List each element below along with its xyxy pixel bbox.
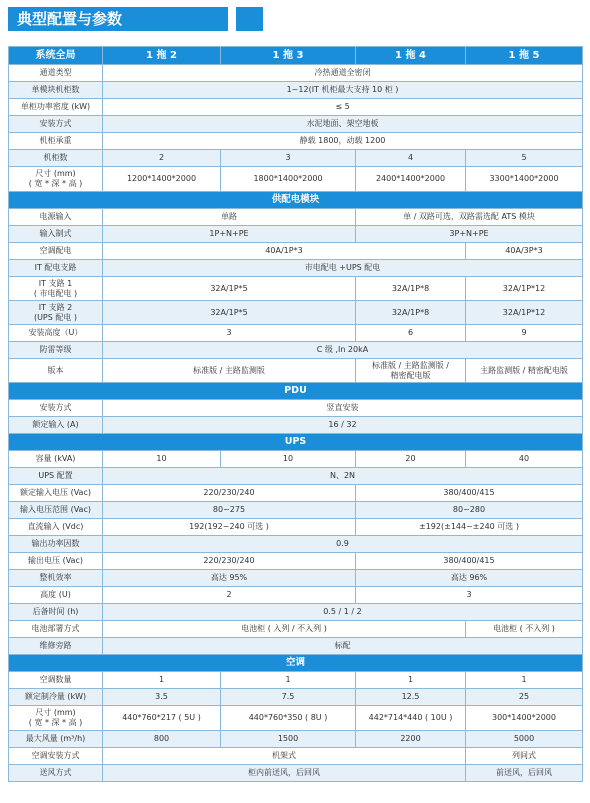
- table-cell: 1500: [221, 731, 356, 748]
- spec-table: [8, 46, 583, 782]
- table-cell: 3: [356, 587, 583, 604]
- table-cell: 前送风，后回风: [466, 765, 583, 782]
- table-cell: 机架式: [103, 748, 466, 765]
- table-row: [9, 485, 583, 502]
- row-label: 安装方式: [9, 116, 103, 133]
- table-cell: N、2N: [103, 468, 583, 485]
- table-row: [9, 260, 583, 277]
- table-cell: 水泥地面、架空地板: [103, 116, 583, 133]
- table-cell: ≤ 5: [103, 99, 583, 116]
- table-cell: 电池柜 ( 不入列 ): [466, 621, 583, 638]
- header-cell: 1 拖 2: [103, 47, 221, 65]
- table-row: [9, 672, 583, 689]
- table-cell: 5000: [466, 731, 583, 748]
- table-cell: 柜内前送风，后回风: [103, 765, 466, 782]
- table-cell: 2400*1400*2000: [356, 167, 466, 192]
- table-cell: 竖直安装: [103, 400, 583, 417]
- table-cell: 7.5: [221, 689, 356, 706]
- table-cell: 40: [466, 451, 583, 468]
- row-label: [9, 167, 103, 192]
- table-row: [9, 359, 583, 383]
- table-row: [9, 116, 583, 133]
- cell-line: 精密配电版: [390, 370, 431, 380]
- table-row: [9, 570, 583, 587]
- table-cell: 32A/1P*12: [466, 301, 583, 325]
- page-title: 典型配置与参数: [17, 10, 123, 28]
- table-cell: 1: [221, 672, 356, 689]
- row-label: 防雷等级: [9, 342, 103, 359]
- table-row: [9, 209, 583, 226]
- table-cell: 32A/1P*5: [103, 301, 356, 325]
- table-row: [9, 325, 583, 342]
- section-header-pdu: [9, 383, 583, 400]
- table-cell: 0.9: [103, 536, 583, 553]
- table-cell: 3: [103, 325, 356, 342]
- label-line: IT 支路 1: [38, 278, 73, 288]
- table-row: [9, 417, 583, 434]
- table-row: [9, 82, 583, 99]
- row-label: 额定输入电压 (Vac): [9, 485, 103, 502]
- table-row: [9, 604, 583, 621]
- table-row: [9, 689, 583, 706]
- label-line: ( 市电配电 ): [33, 288, 78, 298]
- table-cell: 10: [103, 451, 221, 468]
- table-row: [9, 243, 583, 260]
- section-header-ac: [9, 655, 583, 672]
- table-cell: [356, 359, 466, 383]
- table-cell: 3: [221, 150, 356, 167]
- table-cell: 800: [103, 731, 221, 748]
- table-cell: 主路监测版 / 精密配电版: [466, 359, 583, 383]
- table-row: [9, 277, 583, 301]
- row-label: 输入制式: [9, 226, 103, 243]
- table-cell: 6: [356, 325, 466, 342]
- table-row: [9, 519, 583, 536]
- row-label: 额定输入 (A): [9, 417, 103, 434]
- table-cell: 高达 96%: [356, 570, 583, 587]
- label-line: ( 宽 * 深 * 高 ): [28, 179, 83, 188]
- table-row: [9, 638, 583, 655]
- table-row: [9, 765, 583, 782]
- table-cell: 1: [103, 672, 221, 689]
- table-cell: 2: [103, 587, 356, 604]
- row-label: [9, 301, 103, 325]
- table-cell: 3300*1400*2000: [466, 167, 583, 192]
- table-cell: 市电配电 +UPS 配电: [103, 260, 583, 277]
- table-cell: 列间式: [466, 748, 583, 765]
- table-header-row: [9, 47, 583, 65]
- row-label: 机柜数: [9, 150, 103, 167]
- row-label: 高度 (U): [9, 587, 103, 604]
- table-row: [9, 342, 583, 359]
- row-label: 安装高度（U）: [9, 325, 103, 342]
- table-cell: C 级 ,In 20kA: [103, 342, 583, 359]
- row-label: 单模块机柜数: [9, 82, 103, 99]
- table-row: [9, 536, 583, 553]
- header-cell: 1 拖 3: [221, 47, 356, 65]
- row-label: 输出电压 (Vac): [9, 553, 103, 570]
- row-label: [9, 277, 103, 301]
- label-line: 尺寸 (mm): [35, 708, 76, 717]
- label-line: 尺寸 (mm): [35, 169, 76, 178]
- table-row: [9, 167, 583, 192]
- table-row: [9, 65, 583, 82]
- table-cell: 442*714*440 ( 10U ): [356, 706, 466, 731]
- table-cell: ±192(±144~±240 可选 ): [356, 519, 583, 536]
- row-label: 整机效率: [9, 570, 103, 587]
- row-label: 空调数量: [9, 672, 103, 689]
- cell-line: 标准版 / 主路监测版 /: [371, 360, 450, 370]
- row-label: 输入电压范围 (Vac): [9, 502, 103, 519]
- table-row: [9, 587, 583, 604]
- table-cell: 标准版 / 主路监测版: [103, 359, 356, 383]
- row-label: 空调配电: [9, 243, 103, 260]
- table-cell: 2: [103, 150, 221, 167]
- table-cell: 电池柜 ( 入列 / 不入列 ): [103, 621, 466, 638]
- row-label: UPS 配置: [9, 468, 103, 485]
- table-cell: 高达 95%: [103, 570, 356, 587]
- section-title: 供配电模块: [9, 192, 583, 209]
- table-cell: 冷热通道全密闭: [103, 65, 583, 82]
- header-cell: 1 拖 4: [356, 47, 466, 65]
- section-header-ups: [9, 434, 583, 451]
- table-cell: 1: [356, 672, 466, 689]
- table-cell: 单 / 双路可选，双路需选配 ATS 模块: [356, 209, 583, 226]
- table-cell: 32A/1P*5: [103, 277, 356, 301]
- table-cell: 220/230/240: [103, 553, 356, 570]
- row-label: 版本: [9, 359, 103, 383]
- table-cell: 80~275: [103, 502, 356, 519]
- table-row: [9, 502, 583, 519]
- table-row: [9, 226, 583, 243]
- table-cell: 1~12(IT 机柜最大支持 10 柜 ): [103, 82, 583, 99]
- table-cell: 32A/1P*12: [466, 277, 583, 301]
- row-label: 最大风量 (m³/h): [9, 731, 103, 748]
- row-label: 安装方式: [9, 400, 103, 417]
- table-cell: 1P+N+PE: [103, 226, 356, 243]
- table-cell: 300*1400*2000: [466, 706, 583, 731]
- table-cell: 静载 1800，动载 1200: [103, 133, 583, 150]
- table-cell: 32A/1P*8: [356, 301, 466, 325]
- table-row: [9, 731, 583, 748]
- row-label: IT 配电支路: [9, 260, 103, 277]
- row-label: 送风方式: [9, 765, 103, 782]
- table-row: [9, 400, 583, 417]
- row-label: [9, 706, 103, 731]
- table-cell: 380/400/415: [356, 485, 583, 502]
- header-cell: 1 拖 5: [466, 47, 583, 65]
- table-cell: 10: [221, 451, 356, 468]
- table-cell: 9: [466, 325, 583, 342]
- table-cell: 1200*1400*2000: [103, 167, 221, 192]
- row-label: 空调安装方式: [9, 748, 103, 765]
- row-label: 单柜功率密度 (kW): [9, 99, 103, 116]
- table-row: [9, 99, 583, 116]
- row-label: 维修旁路: [9, 638, 103, 655]
- row-label: 通道类型: [9, 65, 103, 82]
- table-cell: 3.5: [103, 689, 221, 706]
- row-label: 机柜承重: [9, 133, 103, 150]
- table-row: [9, 133, 583, 150]
- row-label: 直流输入 (Vdc): [9, 519, 103, 536]
- table-cell: 16 / 32: [103, 417, 583, 434]
- row-label: 电源输入: [9, 209, 103, 226]
- title-accent-block: [236, 7, 263, 31]
- table-cell: 440*760*217 ( 5U ): [103, 706, 221, 731]
- table-cell: 1800*1400*2000: [221, 167, 356, 192]
- section-title: UPS: [9, 434, 583, 451]
- table-cell: 40A/1P*3: [103, 243, 466, 260]
- table-cell: 4: [356, 150, 466, 167]
- table-cell: 220/230/240: [103, 485, 356, 502]
- table-cell: 1: [466, 672, 583, 689]
- table-cell: 40A/3P*3: [466, 243, 583, 260]
- table-row: [9, 553, 583, 570]
- label-line: (UPS 配电 ): [33, 312, 78, 322]
- table-row: [9, 706, 583, 731]
- table-row: [9, 468, 583, 485]
- table-cell: 0.5 / 1 / 2: [103, 604, 583, 621]
- table-cell: 25: [466, 689, 583, 706]
- table-row: [9, 451, 583, 468]
- table-cell: 单路: [103, 209, 356, 226]
- header-cell: 系统全局: [9, 47, 103, 65]
- label-line: IT 支路 2: [38, 302, 73, 312]
- table-row: [9, 748, 583, 765]
- section-title: 空调: [9, 655, 583, 672]
- table-cell: 440*760*350 ( 8U ): [221, 706, 356, 731]
- table-cell: 3P+N+PE: [356, 226, 583, 243]
- section-title: PDU: [9, 383, 583, 400]
- table-row: [9, 621, 583, 638]
- row-label: 额定制冷量 (kW): [9, 689, 103, 706]
- table-cell: 12.5: [356, 689, 466, 706]
- table-cell: 80~280: [356, 502, 583, 519]
- table-cell: 标配: [103, 638, 583, 655]
- table-cell: 2200: [356, 731, 466, 748]
- table-row: [9, 150, 583, 167]
- label-line: ( 宽 * 深 * 高 ): [28, 718, 83, 727]
- row-label: 电池部署方式: [9, 621, 103, 638]
- row-label: 后备时间 (h): [9, 604, 103, 621]
- table-cell: 20: [356, 451, 466, 468]
- table-cell: 380/400/415: [356, 553, 583, 570]
- table-row: [9, 301, 583, 325]
- row-label: 容量 (kVA): [9, 451, 103, 468]
- table-cell: 192(192~240 可选 ): [103, 519, 356, 536]
- table-cell: 32A/1P*8: [356, 277, 466, 301]
- row-label: 输出功率因数: [9, 536, 103, 553]
- table-cell: 5: [466, 150, 583, 167]
- section-header-power: [9, 192, 583, 209]
